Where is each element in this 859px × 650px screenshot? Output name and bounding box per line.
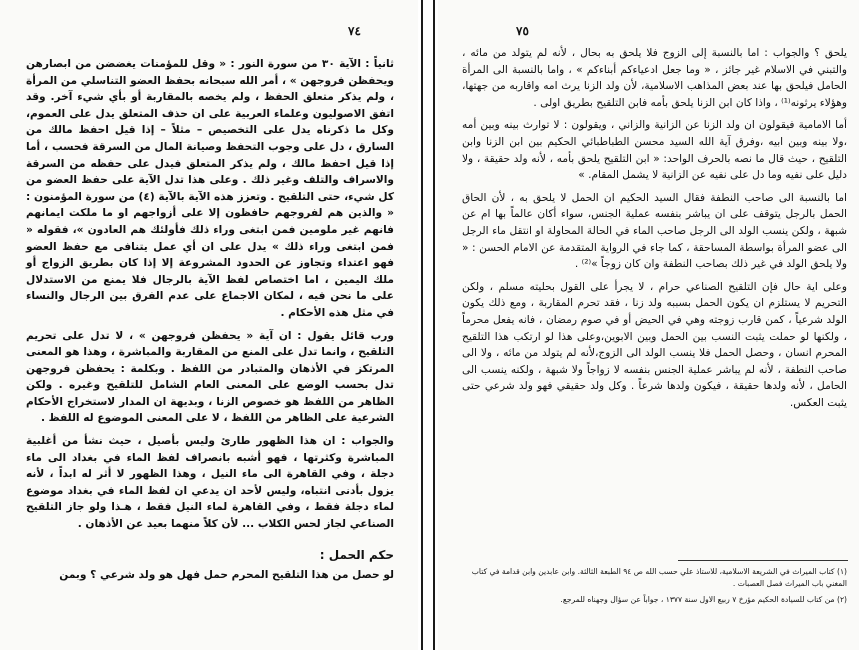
paragraph: ثانياً : الآية ٣٠ من سورة النور : « وقل للمؤمنات يغضضن من ابصارهن ويحفظن فروجهن » ، أمر الله سبحانه بحفظ العضو التناسلي من المرأة ، ولم يذكر متعلق الحفظ ، ولم يخصه بالمقاربة أو بأي شيء آخر. وقد اتفق الاصوليون وعلماء العربية على ان حذف المتعلق يدل على العموم، وكل ما ذكرناه يدل على التخصيص – مثلاً – إذا قيل احفظ مالك من السارق ، دل على وجوب التحفظ وصيانة المال من السرقة فحسب ، أما إذا قيل احفظ مالك ، ولم يذكر المتعلق فيدل على حفظه من السرقة والاسراف والتلف وغير ذلك . وعلى هذا تدل الآية على حفظ العضو من كل شيء، حتى التلقيح . وتعزز هذه الآية بالآية (٤) من سورة المؤمنون : « والذين هم لفروجهم حافظون إلا على أزواجهم او ما ملكت ايمانهم فانهم غير ملومين فمن ابتغى وراء ذلك فأولئك هم العادون »، فقوله « فمن ابتغى وراء ذلك » يدل على ان أي عمل يتنافى مع حفظ العضو فهو اعتداء وتجاوز عن الحدود المشروعة إلا إذا كان بطريق الزواج أو ملك اليمين ، اما اختصاص لفظ الآية بالرجال فلا يمنع من الاستدلال على ما نحن فيه ، لمكان الاجماع على عدم الفرق بين الرجال والنساء في مثل هذه الأحكام .: [26, 58, 394, 319]
paragraph: والجواب : ان هذا الظهور طارئ وليس بأصيل ، حيث نشأ من أغلبية المباشرة وكثرتها ، فهو أشبه بانصراف لفظ الماء في بغداد الى ماء دجلة ، وفي القاهرة الى ماء النيل ، وهذا الظهور لا أثر له ابداً ، لأنه يزول بأدنى انتباه، وليس لأحد ان يدعي ان لفظ الماء في بغداد موضوع لماء دجلة فقط ، وفي القاهرة لماء النيل فقط ، هـذا ولو جاز التلقيح الصناعي لجاز لحس الكلاب ... لأن كلاً منهما بعيد عن الأذهان .: [26, 435, 394, 531]
paragraph: أما الامامية فيقولون ان ولد الزنا عن الزانية والزاني ، ويقولون : لا توارث بينه وبين أمه ،ولا بينه وبين ابيه ،وفرق آية الله السيد محسن الطباطبائي الحكيم بين ابن الزنا وابن التلقيح ، حيث قال ما نصه بالحرف الواحد: « ابن التلقيح يلحق بأمه ، لأنه ولد حقيقة ، ولا دليل على نفيه وما دل على نفيه عن الزانية لا يشمل المقام. »: [462, 119, 847, 182]
left-page: [0, 0, 418, 650]
footnote-divider: [678, 560, 848, 561]
page-number-left: ٧٤: [348, 24, 361, 38]
footnote: (٢) من كتاب للسيادة الحكيم مؤرخ ٧ ربيع الاول سنة ١٣٧٧ ، جواباً عن سؤال وجهناه للمرجع.: [560, 595, 847, 604]
footnote: (١) كتاب الميراث في الشريعة الاسلامية، للاستاذ علي حسب الله ص ٩٤ الطبعة الثالثة. وابن عابدين وابن قدامة في كتاب المغني باب الميراث فصل العصبات .: [471, 567, 847, 588]
paragraph: لو حصل من هذا التلقيح المحرم حمل فهل هو ولد شرعي ؟ وبمن: [59, 569, 394, 582]
page-number-right: ٧٥: [516, 24, 529, 38]
book-gutter: [418, 0, 438, 650]
footnotes: [462, 566, 847, 610]
paragraph: اما بالنسبة الى صاحب النطفة فقال السيد الحكيم ان الحمل لا يلحق به ، لأن الحاق الحمل بالرجل يتوقف على ان يباشر بنفسه عملية الجنس، سواء أكان عالماً بها ام عن شبهة ، ولكن ينسب الولد الى الرجل صاحب الماء في الحالة المحاولة او انتقل ماء الرجل الى عضو المرأة بواسطة المساحقة ، كما جاء في الرواية المتقدمة عن الامام الحسن : « ولا يلحق الولد في غير ذلك بصاحب النطفة وان كان زوجاً »⁽²⁾ .: [462, 191, 847, 271]
right-page-body: [462, 45, 847, 525]
section-heading: حكم الحمل :: [319, 547, 394, 562]
paragraph: ورب قائل يقول : ان آية « يحفظن فروجهن » ، لا تدل على تحريم التلقيح ، وانما تدل على المنع من المقاربة والمباشرة ، وهذا هو المعنى المرتكز في الأذهان والمتبادر من اللفظ . وبكلمة : يحفظن فروجهن تدل بحسب الوضع على المعنى العام الشامل للتلقيح وغيره . ولكن الظاهر من اللفظ هو خصوص الزنا ، وبديهة ان المدار لاستخراج الأحكام الشرعية على الظاهر من اللفظ ، لا على المعنى الموضوع له اللفظ .: [26, 329, 394, 425]
right-page: [438, 0, 859, 650]
gutter-line-left: [421, 0, 423, 650]
paragraph: وعلى اية حال فإن التلقيح الصناعي حرام ، لا يجرأ على القول بحليته مسلم ، ولكن التحريم لا يستلزم ان يكون الحمل بسببه ولد زنا ، فقد تحرم المقاربة ، ومع ذلك يكون الولد شرعياً ، كمن قارب زوجته وهي في الحيض أو في صوم رمضان ، فانه يفعل محرماً ، ولكنها لو حملت يثبت النسب بين الحمل وبين الابوين،وعلى هذا لو ارتكب هذا التلقيح المحرم انسان ، وحصل الحمل فلا ينسب الولد الى الزوج،لأنه لم يتولد من مائه ، ولا الى صاحب النطفة ، لأنه لم يباشر عملية الجنس بنفسه لا زواجاً ولا شبهة ، ولكنه ينسب الى الحامل ، لأنه ولدها حقيقة ، فيكون ولدها شرعاً . وكل ولد حقيقي فهو ولد شرعي حتى يثبت العكس.: [462, 280, 847, 409]
left-page-body: [26, 56, 394, 646]
paragraph: يلحق ؟ والجواب : اما بالنسبة إلى الزوج فلا يلحق به بحال ، لأنه لم يتولد من مائه ، والتبني في الاسلام غير جائز ، « وما جعل ادعياءكم أبناءكم » ، واما بالنسبة الى المرأة الحامل فيلحق بها عند بعض المذاهب الاسلامية، لأن ولد الزنا يرث امه واقاربه من جهتها، وهؤلاء يرثونه⁽¹⁾ ، واذا كان ابن الزنا يلحق بأمه فابن التلقيح بطريق اولى .: [462, 47, 847, 109]
gutter-line-right: [433, 0, 435, 650]
